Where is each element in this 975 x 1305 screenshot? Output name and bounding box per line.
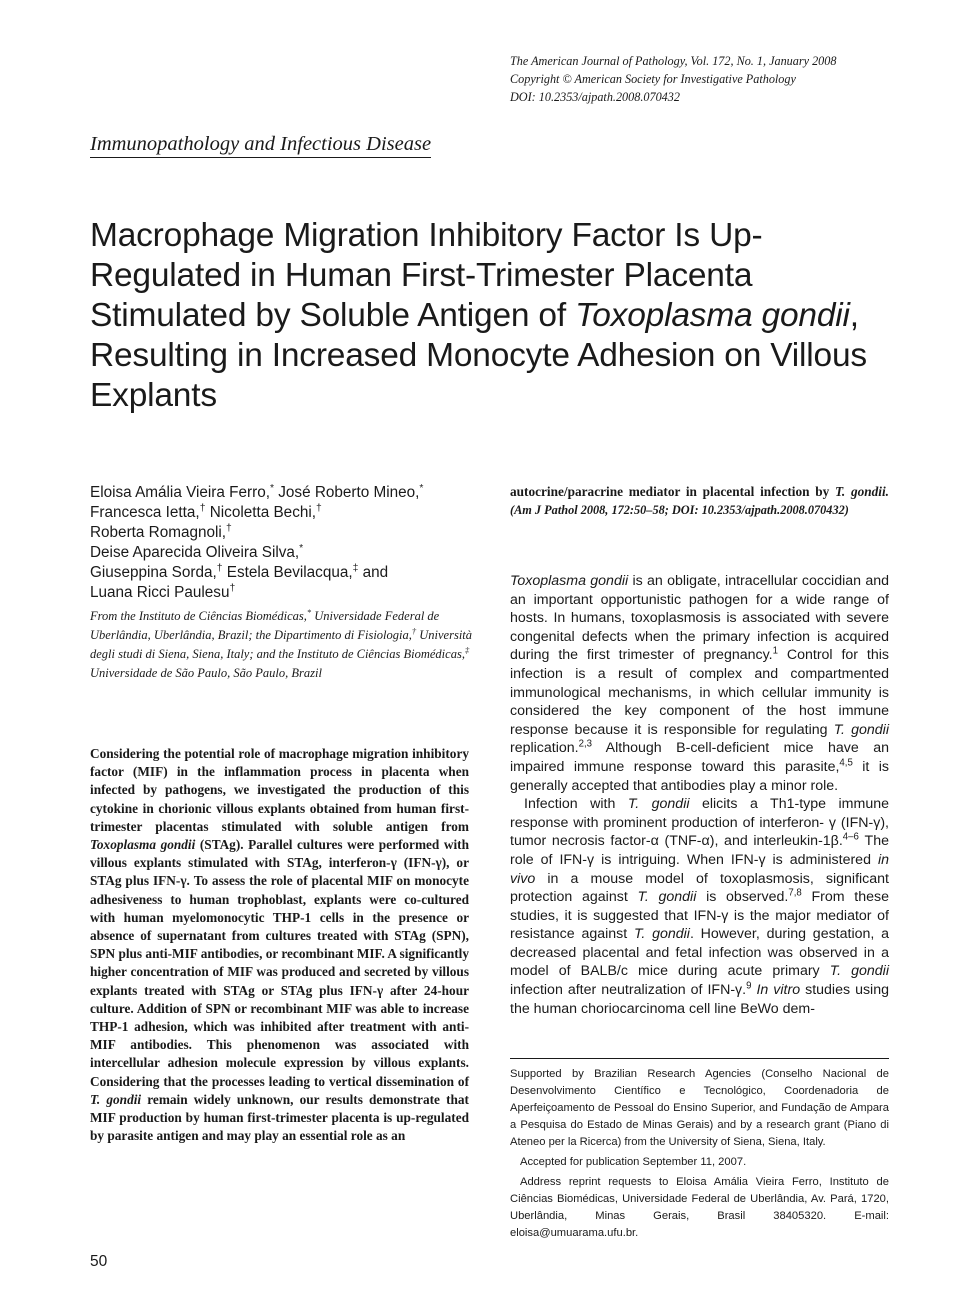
page-number: 50 xyxy=(90,1253,108,1270)
author-line: Deise Aparecida Oliveira Silva,* xyxy=(90,542,304,561)
accepted-note: Accepted for publication September 11, 2007. xyxy=(520,1156,747,1168)
author-line: Francesca Ietta,† Nicoletta Bechi,† xyxy=(90,502,322,521)
paragraph: Toxoplasma gondii is an obligate, intracellular coccidian and an important opportunistic pathogen for a wide range of hosts. In humans, toxoplasmosis is associated with severe congenital defects when the primary infection is acquired during the first trimester of pregnancy.$^1$ Control for this infection is a result of complex and compartmented immunological mechanisms, in which cellular immunity is considered the key component of the host immune response because it is responsible for regulating T. gondii replication.$^{2,3}$ Although B-cell-deficient mice have an impaired immune response toward this parasite,$^{4,5}$ it is generally accepted that antibodies play a minor role. xyxy=(510,573,890,794)
section-heading: Immunopathology and Infectious Disease xyxy=(90,131,431,158)
author-line: Eloisa Amália Vieira Ferro,* José Roberto Mineo,* xyxy=(90,482,424,501)
affiliations: From the Instituto de Ciências Biomédicas,* Universidade Federal de Uberlândia, Uberlândia, Brazil; the Dipartimento di Fisiologia,† Università degli studi di Siena, Siena, Italy; and the Instituto de Ciências Biomédicas,‡ Universidade de São Paulo, São Paulo, Brazil xyxy=(90,606,473,680)
address-note: Address reprint requests to Eloisa Amália Vieira Ferro, Instituto de Ciências Biomédicas, Universidade Federal de Uberlândia, Av. Pará, 1720, Uberlândia, Minas Gerais, Brasil 38405320. E-mail: eloisa@umuarama.ufu.br. xyxy=(510,1176,889,1239)
author-list xyxy=(90,483,490,603)
abstract: Considering the potential role of macrophage migration inhibitory factor (MIF) in the inflammation process in placenta when infected by pathogens, we investigated the production of this cytokine in chorionic villous explants obtained from human first-trimester placentas stimulated with soluble antigen from Toxoplasma gondii (STAg). Parallel cultures were performed with villous explants stimulated with STAg, interferon-γ (IFN-γ), or STAg plus IFN-γ. To assess the role of placental MIF on monocyte adhesiveness to human trophoblast, explants were co-cultured with human myelomonocytic THP-1 cells in the presence or absence of supernatant from cultures treated with STAg (SPN), SPN plus anti-MIF antibodies, or recombinant MIF. A significantly higher concentration of MIF was produced and secreted by villous explants treated with STAg or STAg plus IFN-γ after 24-hour culture. Addition of SPN or recombinant MIF was able to increase THP-1 adhesion, which was inhibited after treatment with anti-MIF antibodies. This phenomenon was associated with intercellular adhesion molecule expression by villous explants. Considering that the processes leading to vertical dissemination of T. gondii remain widely unknown, our results demonstrate that MIF production by human first-trimester placenta is up-regulated by parasite antigen and may play an essential role as an xyxy=(90,746,470,1144)
footnotes xyxy=(510,1066,889,1245)
reference-link[interactable]: 4–6 xyxy=(842,831,859,843)
footnote-divider xyxy=(510,1058,889,1059)
reference-link[interactable]: 1 xyxy=(772,645,778,657)
body-text xyxy=(510,572,889,1018)
funding-note: Supported by Brazilian Research Agencies (Conselho Nacional de Desenvolvimento Científico e Tecnológico, Coordenadoria de Aperfeiçoamento de Pessoal do Ensino Superior, and Fundação de Ampara a Pesquisa do Estado de Minas Gerais) and by a research grant (Piano di Ateneo per la Ricerca) from the University of Siena, Siena, Italy. xyxy=(510,1068,889,1148)
journal-header xyxy=(510,52,930,106)
author-line: Luana Ricci Paulesu† xyxy=(90,582,236,601)
abstract-continued: autocrine/paracrine mediator in placental infection by T. gondii. (Am J Pathol 2008, 172:50–58; DOI: 10.2353/ajpath.2008.070432) xyxy=(510,484,889,518)
author-line: Roberta Romagnoli,† xyxy=(90,522,232,541)
article-title: Macrophage Migration Inhibitory Factor Is Up-Regulated in Human First-Trimester Placenta Stimulated by Soluble Antigen of Toxoplasma gondii, Resulting in Increased Monocyte Adhesion on Villous Explants xyxy=(90,217,867,414)
reference-link[interactable]: 2,3 xyxy=(578,738,593,750)
paragraph: Infection with T. gondii elicits a Th1-type immune response with prominent production of interferon- γ (IFN-γ), tumor necrosis factor-α (TNF-α), and interleukin-1β.$^{4-6}$ The role of IFN-γ is intriguing. When IFN-γ is administered in vivo in a mouse model of toxoplasmosis, significant protection against T. gondii is observed.$^{7,8}$ From these studies, it is suggested that IFN-γ is the major mediator of resistance against T. gondii. However, during gestation, a decreased placental and fetal infection was observed in a model of BALB/c mice during acute primary T. gondii infection after neutralization of IFN-γ.$^9$ In vitro studies using the human choriocarcinoma cell line BeWo dem- xyxy=(510,796,890,1017)
reference-link[interactable]: 9 xyxy=(746,980,752,992)
reference-link[interactable]: 4,5 xyxy=(839,757,853,769)
title-species: Toxoplasma gondii xyxy=(575,297,850,334)
journal-citation: The American Journal of Pathology, Vol. 172, No. 1, January 2008 xyxy=(510,54,837,68)
reference-link[interactable]: 7,8 xyxy=(788,887,802,899)
journal-copyright: Copyright © American Society for Investigative Pathology xyxy=(510,72,796,86)
abstract-citation: (Am J Pathol 2008, 172:50–58; DOI: 10.2353/ajpath.2008.070432) xyxy=(510,503,849,518)
author-line: Giuseppina Sorda,† Estela Bevilacqua,‡ and xyxy=(90,562,389,581)
journal-doi: DOI: 10.2353/ajpath.2008.070432 xyxy=(510,90,680,104)
